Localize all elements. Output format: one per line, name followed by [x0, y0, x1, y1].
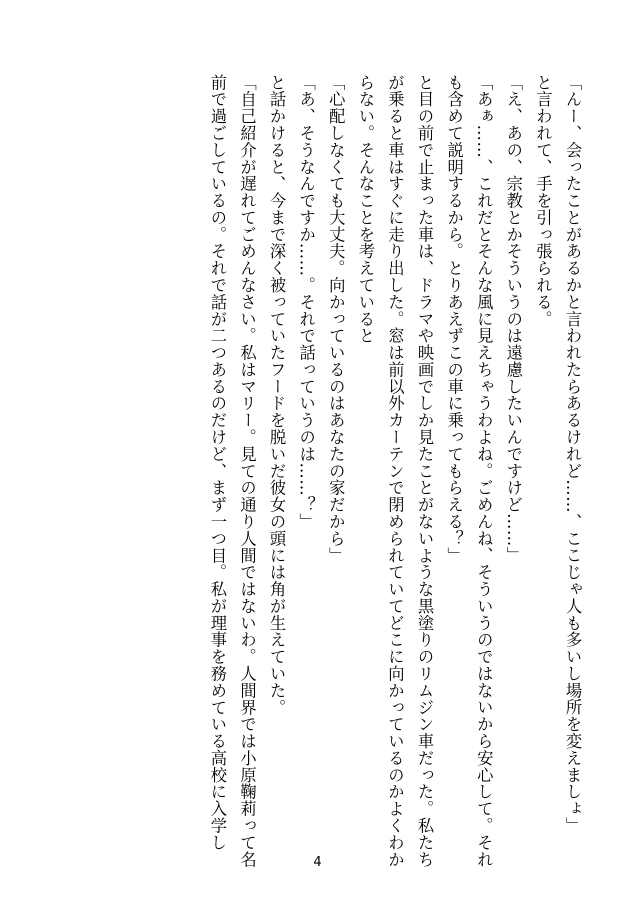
text-line: 「え、あの、宗教とかそういうのは遠慮したいんですけど……」 [503, 74, 523, 564]
text-line: 「あぁ……、これだとそんな風に見えちゃうわよね。ごめんね、そういうのではないから安心して。それ [474, 74, 494, 868]
text-line: 「自己紹介が遅れてごめんなさい。私はマリー。見ての通り人間ではないわ。人間界では小原鞠莉って名 [237, 74, 257, 868]
text-line: 「心配しなくても大丈夫。向かっているのはあなたの家だから」 [326, 74, 346, 564]
text-line: と言われて、手を引っ張られる。 [533, 74, 553, 328]
page-number: 4 [313, 855, 322, 870]
text-line: が乗ると車はすぐに走り出した。窓は前以外カーテンで閉められていてどこに向かっているのかよくわか [385, 74, 405, 868]
text-line: らない。そんなことを考えていると [355, 74, 375, 345]
text-line: 「あ、そうなんですか……。それで話っていうのは……？」 [296, 74, 316, 530]
text-line: も含めて説明するから。とりあえずこの車に乗ってもらえる？」 [444, 74, 464, 564]
text-line: 「んー、会ったことがあるかと言われたらあるけれど……、ここじゃ人も多いし場所を変えましょ」 [563, 74, 582, 835]
vertical-text-body [202, 74, 587, 868]
text-line: と目の前で止まった車は、ドラマや映画でしか見たことがないような黒塗りのリムジン車だった。私たち [415, 74, 435, 868]
text-line: 前で過ごしているの。それで話が二つあるのだけど、まず一つ目。私が理事を務めている高校に入学し [207, 74, 227, 851]
text-line: と話かけると、今まで深く被っていたフードを脱いだ彼女の頭には角が生えていた。 [267, 74, 287, 716]
